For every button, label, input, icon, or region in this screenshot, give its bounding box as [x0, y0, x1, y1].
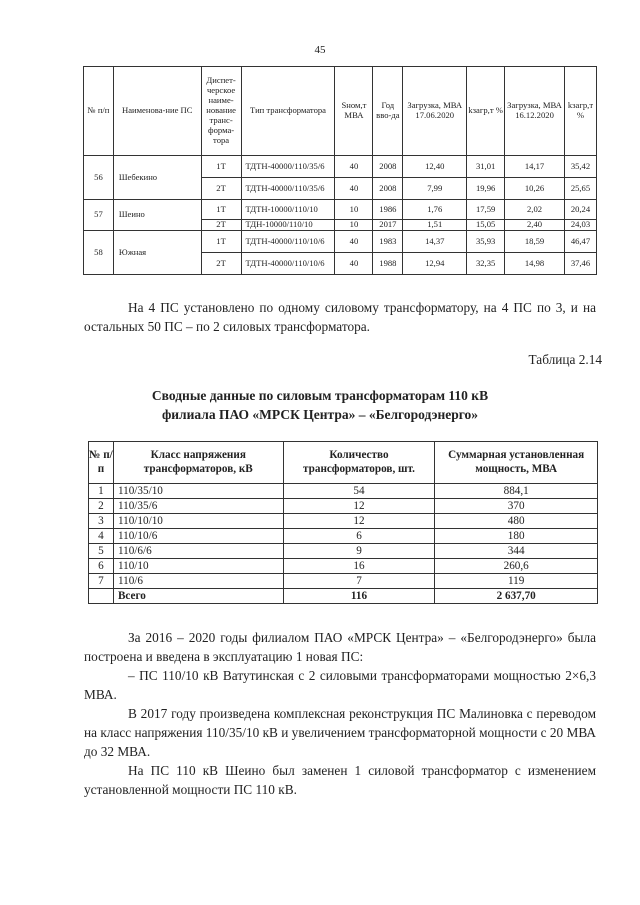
cell-voltage-class: 110/10/6: [113, 529, 283, 544]
cell-type: ТДТН-40000/110/10/6: [241, 253, 335, 275]
cell-year: 1986: [373, 200, 403, 220]
header-k-dec: kзагр,т %: [564, 67, 596, 156]
cell-k2: 46,47: [564, 231, 596, 253]
cell-num: 5: [89, 544, 114, 559]
table-row: [89, 559, 598, 574]
cell-year: 2017: [373, 220, 403, 231]
cell-num: 3: [89, 514, 114, 529]
cell-type: ТДТН-10000/110/10: [241, 200, 335, 220]
table-row: [89, 484, 598, 499]
cell-load1: 14,37: [403, 231, 467, 253]
cell-k1: 35,93: [467, 231, 505, 253]
cell-power: 884,1: [435, 484, 598, 499]
table-row: [84, 156, 597, 178]
header-type: Тип трансформатора: [241, 67, 335, 156]
cell-power: 180: [435, 529, 598, 544]
header-voltage-class: Класс напряжения трансформаторов, кВ: [113, 442, 283, 484]
header-load-dec: Загрузка, МВА 16.12.2020: [505, 67, 565, 156]
cell-quantity: 6: [283, 529, 435, 544]
table-title: [0, 386, 640, 424]
cell-name: Шеино: [113, 200, 201, 231]
header-dispatch-name: Диспет-черское наиме-нование транс-форма-тора: [201, 67, 241, 156]
table-header-row: [89, 442, 598, 484]
cell-quantity: 12: [283, 514, 435, 529]
cell-voltage-class: 110/10: [113, 559, 283, 574]
cell-disp: 1Т: [201, 200, 241, 220]
cell-num: 58: [84, 231, 114, 275]
cell-k2: 24,03: [564, 220, 596, 231]
table-row: [89, 574, 598, 589]
paragraph-transformer-count: На 4 ПС установлено по одному силовому трансформатору, на 4 ПС по 3, и на остальных 50 ПС – по 2 силовых трансформатора.: [84, 300, 596, 334]
cell-snom: 40: [335, 156, 373, 178]
cell-type: ТДТН-40000/110/10/6: [241, 231, 335, 253]
cell-power: 260,6: [435, 559, 598, 574]
cell-k2: 25,65: [564, 178, 596, 200]
cell-total-power: 2 637,70: [435, 589, 598, 604]
cell-num: 1: [89, 484, 114, 499]
cell-quantity: 9: [283, 544, 435, 559]
cell-voltage-class: 110/6/6: [113, 544, 283, 559]
cell-k1: 15,05: [467, 220, 505, 231]
table-title-line1: Сводные данные по силовым трансформаторам 110 кВ: [151, 388, 489, 403]
cell-k1: 19,96: [467, 178, 505, 200]
cell-k1: 32,35: [467, 253, 505, 275]
page-number: 45: [314, 44, 326, 56]
cell-disp: 1Т: [201, 156, 241, 178]
cell-k2: 20,24: [564, 200, 596, 220]
cell-num: 2: [89, 499, 114, 514]
cell-disp: 2Т: [201, 220, 241, 231]
cell-voltage-class: 110/35/10: [113, 484, 283, 499]
cell-year: 1988: [373, 253, 403, 275]
cell-year: 2008: [373, 178, 403, 200]
table-row: [89, 499, 598, 514]
header-num: № п/п: [84, 67, 114, 156]
cell-k2: 35,42: [564, 156, 596, 178]
table-header-row: [84, 67, 597, 156]
transformer-load-table: [83, 66, 597, 275]
cell-load2: 10,26: [505, 178, 565, 200]
cell-name: Южная: [113, 231, 201, 275]
table-row: [89, 544, 598, 559]
cell-total-quantity: 116: [283, 589, 435, 604]
header-load-june: Загрузка, МВА 17.06.2020: [403, 67, 467, 156]
summary-table: [88, 441, 598, 604]
cell-load2: 14,98: [505, 253, 565, 275]
cell-name: Шебекино: [113, 156, 201, 200]
cell-load2: 2,02: [505, 200, 565, 220]
paragraph-malinovka: В 2017 году произведена комплексная реконструкция ПС Малиновка с переводом на класс напряжения 110/35/10 кВ и увеличением трансформаторной мощности с 20 МВА до 32 МВА.: [84, 706, 596, 759]
cell-disp: 1Т: [201, 231, 241, 253]
cell-load1: 7,99: [403, 178, 467, 200]
table-caption: Таблица 2.14: [528, 352, 602, 367]
header-num: № п/п: [89, 442, 114, 484]
cell-load2: 18,59: [505, 231, 565, 253]
paragraph-vatutinskaya: – ПС 110/10 кВ Ватутинская с 2 силовыми трансформаторами мощностью 2×6,3 МВА.: [84, 668, 596, 702]
cell-load1: 1,51: [403, 220, 467, 231]
cell-quantity: 7: [283, 574, 435, 589]
cell-disp: 2Т: [201, 253, 241, 275]
cell-quantity: 12: [283, 499, 435, 514]
cell-k1: 17,59: [467, 200, 505, 220]
table-row: [84, 231, 597, 253]
cell-power: 480: [435, 514, 598, 529]
paragraph-new-substations: За 2016 – 2020 годы филиалом ПАО «МРСК Центра» – «Белгородэнерго» была построена и введена в эксплуатацию 1 новая ПС:: [84, 630, 596, 664]
cell-num: 56: [84, 156, 114, 200]
cell-load1: 12,40: [403, 156, 467, 178]
cell-power: 344: [435, 544, 598, 559]
cell-num: 57: [84, 200, 114, 231]
cell-snom: 10: [335, 200, 373, 220]
cell-num: 6: [89, 559, 114, 574]
cell-num: [89, 589, 114, 604]
cell-voltage-class: 110/6: [113, 574, 283, 589]
cell-disp: 2Т: [201, 178, 241, 200]
cell-total-label: Всего: [113, 589, 283, 604]
cell-load1: 12,94: [403, 253, 467, 275]
table-row: [84, 200, 597, 220]
cell-type: ТДТН-40000/110/35/6: [241, 178, 335, 200]
cell-load2: 2,40: [505, 220, 565, 231]
header-snom: Sном,т МВА: [335, 67, 373, 156]
cell-voltage-class: 110/10/10: [113, 514, 283, 529]
cell-power: 119: [435, 574, 598, 589]
cell-year: 1983: [373, 231, 403, 253]
header-power: Суммарная установленная мощность, МВА: [435, 442, 598, 484]
cell-voltage-class: 110/35/6: [113, 499, 283, 514]
cell-type: ТДН-10000/110/10: [241, 220, 335, 231]
header-year: Год вво-да: [373, 67, 403, 156]
cell-type: ТДТН-40000/110/35/6: [241, 156, 335, 178]
cell-year: 2008: [373, 156, 403, 178]
cell-num: 4: [89, 529, 114, 544]
cell-snom: 40: [335, 231, 373, 253]
table-title-line2: филиала ПАО «МРСК Центра» – «Белгородэнерго»: [161, 407, 479, 422]
cell-k1: 31,01: [467, 156, 505, 178]
cell-quantity: 16: [283, 559, 435, 574]
header-k-june: kзагр,т %: [467, 67, 505, 156]
cell-quantity: 54: [283, 484, 435, 499]
table-total-row: [89, 589, 598, 604]
cell-power: 370: [435, 499, 598, 514]
paragraph-sheino: На ПС 110 кВ Шеино был заменен 1 силовой трансформатор с изменением установленной мощности ПС 110 кВ.: [84, 763, 596, 797]
cell-k2: 37,46: [564, 253, 596, 275]
table-row: [89, 529, 598, 544]
header-quantity: Количество трансформаторов, шт.: [283, 442, 435, 484]
cell-snom: 40: [335, 253, 373, 275]
cell-load1: 1,76: [403, 200, 467, 220]
cell-snom: 40: [335, 178, 373, 200]
table-row: [89, 514, 598, 529]
cell-num: 7: [89, 574, 114, 589]
cell-snom: 10: [335, 220, 373, 231]
cell-load2: 14,17: [505, 156, 565, 178]
header-name: Наименова-ние ПС: [113, 67, 201, 156]
